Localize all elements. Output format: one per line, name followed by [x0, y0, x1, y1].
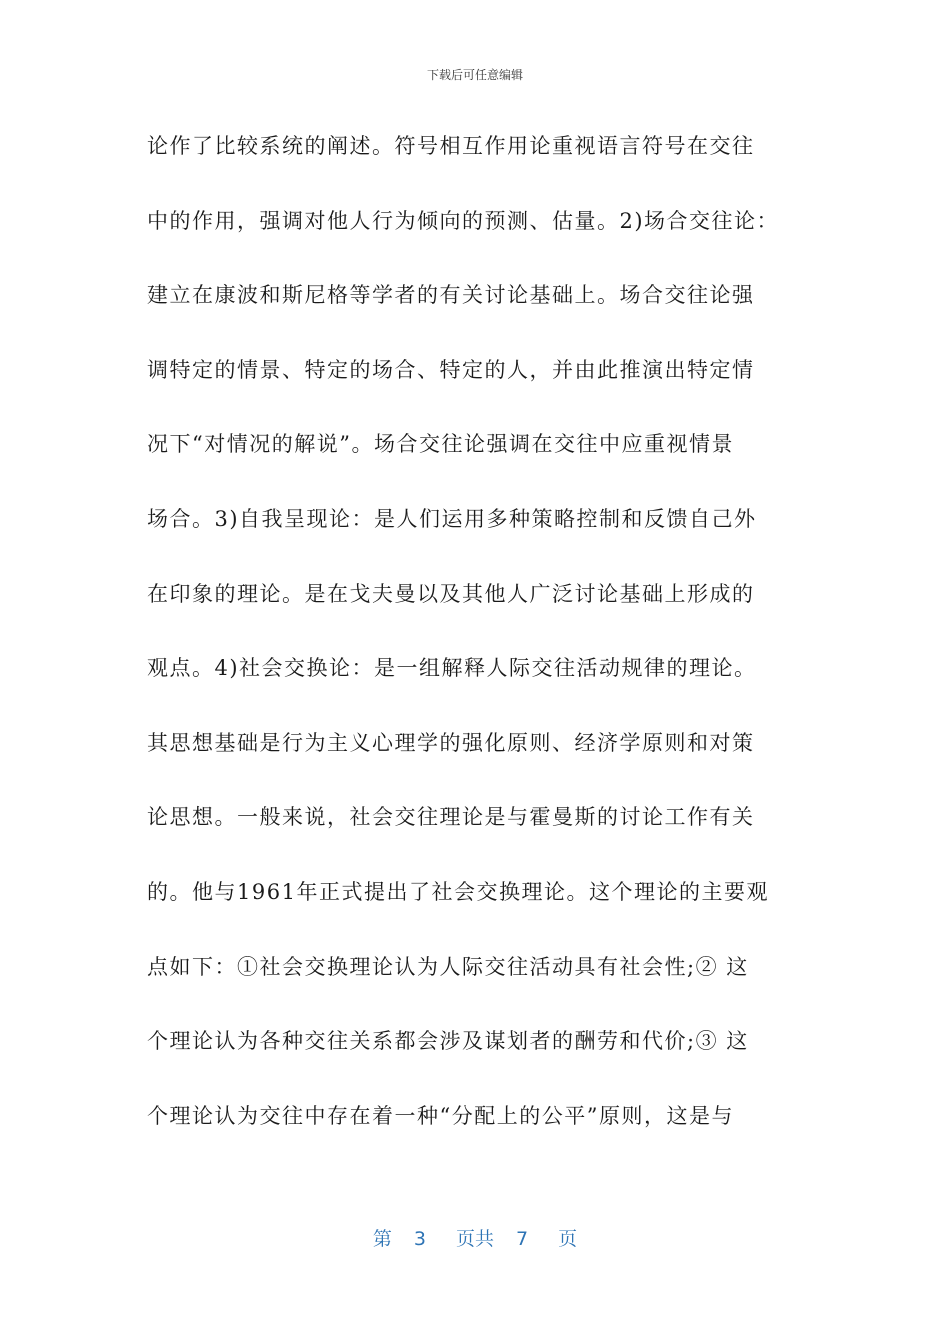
page-footer — [0, 1226, 950, 1252]
body-line: 观点。4)社会交换论：是一组解释人际交往活动规律的理论。 — [147, 656, 757, 681]
footer-current-page: 3 — [413, 1228, 426, 1250]
footer-total-pages: 7 — [516, 1228, 529, 1250]
footer-prefix: 第 — [372, 1228, 392, 1250]
footer-suffix: 页 — [558, 1228, 578, 1250]
header-note: 下载后可任意编辑 — [426, 68, 523, 82]
footer-middle: 页共 — [455, 1228, 494, 1250]
body-line: 中的作用，强调对他人行为倾向的预测、估量。2)场合交往论： — [147, 208, 780, 233]
body-line: 的。他与1961年正式提出了社会交换理论。这个理论的主要观 — [147, 879, 769, 904]
body-line: 论思想。一般来说，社会交往理论是与霍曼斯的讨论工作有关 — [147, 805, 755, 830]
body-line: 个理论认为交往中存在着一种“分配上的公平”原则，这是与 — [147, 1103, 734, 1128]
body-line: 在印象的理论。是在戈夫曼以及其他人广泛讨论基础上形成的 — [147, 581, 755, 606]
body-line: 况下“对情况的解说”。场合交往论强调在交往中应重视情景 — [147, 432, 734, 457]
body-line: 其思想基础是行为主义心理学的强化原则、经济学原则和对策 — [147, 730, 755, 755]
body-line: 建立在康波和斯尼格等学者的有关讨论基础上。场合交往论强 — [147, 283, 755, 308]
body-line: 调特定的情景、特定的场合、特定的人，并由此推演出特定情 — [147, 357, 755, 382]
body-text — [147, 124, 807, 1168]
body-line: 个理论认为各种交往关系都会涉及谋划者的酬劳和代价;③ 这 — [147, 1029, 749, 1054]
body-line: 场合。3)自我呈现论：是人们运用多种策略控制和反馈自己外 — [147, 506, 757, 531]
body-line: 论作了比较系统的阐述。符号相互作用论重视语言符号在交往 — [147, 134, 755, 158]
body-line: 点如下：①社会交换理论认为人际交往活动具有社会性;② 这 — [147, 954, 749, 979]
